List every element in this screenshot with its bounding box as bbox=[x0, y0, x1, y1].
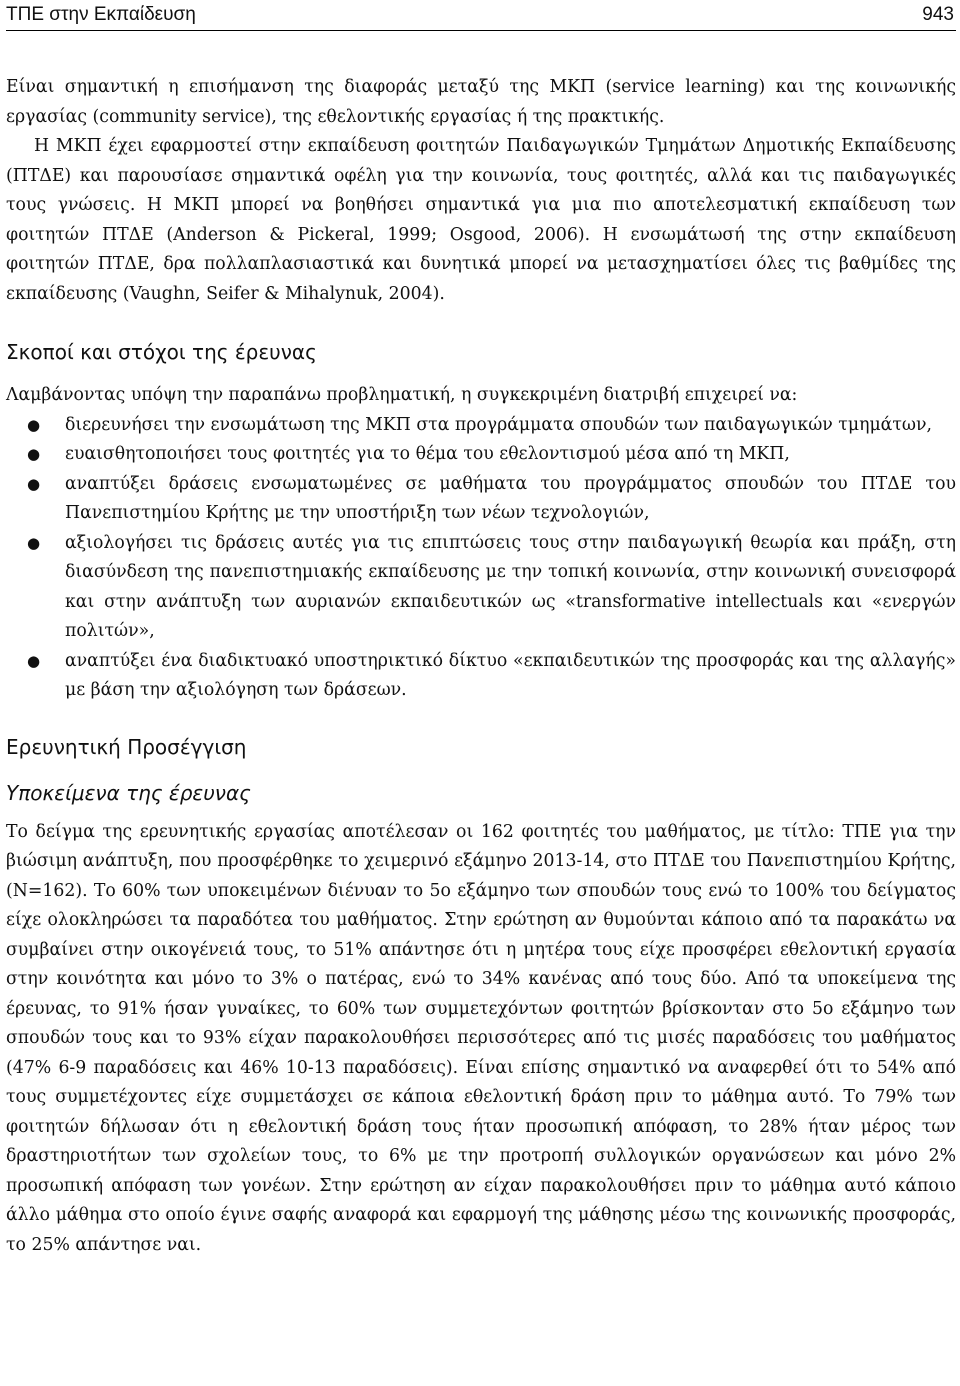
bullet-icon: ● bbox=[27, 445, 41, 463]
list-item-text: ευαισθητοποιήσει τους φοιτητές για το θέμα του εθελοντισμού μέσα από τη ΜΚΠ, bbox=[65, 444, 790, 464]
list-item-text: αναπτύξει ένα διαδικτυακό υποστηρικτικό δίκτυο «εκπαιδευτικών της προσφοράς και της αλλαγής» με βάση την αξιολόγηση των δράσεων. bbox=[65, 650, 956, 700]
list-item-text: αξιολογήσει τις δράσεις αυτές για τις επιπτώσεις τους στην παιδαγωγική θεωρία και πράξη, στη διασύνδεση της πανεπιστημιακής εκπαίδευσης με την τοπική κοινωνία, στην κοινωνική συνεισφορά και στην ανάπτυξη των αυριανών εκπαιδευτικών ως «transformative intellectuals και «ενεργών πολιτών», bbox=[65, 532, 956, 641]
journal-title: ΤΠΕ στην Εκπαίδευση bbox=[6, 4, 196, 25]
bullet-icon: ● bbox=[27, 415, 41, 434]
subjects-paragraph: Το δείγμα της ερευνητικής εργασίας αποτέλεσαν οι 162 φοιτητές του μαθήματος, με τίτλο: ΤΠΕ για την βιώσιμη ανάπτυξη, που προσφέρθηκε το χειμερινό εξάμηνο 2013-14, στο ΠΤΔΕ του Πανεπιστημίου Κρήτης, (Ν=162). Το 60% των υποκειμένων διένυαν το 5ο εξάμηνο των σπουδών τους ενώ το 100% του δείγματος είχε ολοκληρώσει τα παραδότεα του μαθήματος. Στην ερώτηση αν θυμούνται κάποιο από τα παρακάτω να συμβαίνει στην οικογένειά τους, το 51% απάντησε ότι η μητέρα τους είχε προσφέρει εθελοντική εργασία στην κοινότητα και μόνο το 3% ο πατέρας, ενώ το 34% κανένας από τους δύο. Από τα υποκείμενα της έρευνας, το 91% ήσαν γυναίκες, το 60% των συμμετεχόντων φοιτητών βρίσκονταν στο 5ο εξάμηνο των σπουδών τους και το 93% είχαν παρακολουθήσει περισσότερες από τις μισές παραδόσεις του μαθήματος (47% 6-9 παραδόσεις και 46% 10-13 παραδόσεις). Είναι επίσης σημαντικό να αναφερθεί ότι το 54% από τους συμμετέχοντες είχε συμμετάσχει σε κάποια εθελοντική δράση πριν το μάθημα αυτό. Το 79% των φοιτητών δήλωσαν ότι η εθελοντική δράση τους ήταν προσωπική απόφαση, το 28% ήταν μέρος των δραστηριοτήτων των σχολείων τους, το 6% με την προτροπή συλλογικών οργανώσεων και μόνο 2% προσωπική απόφαση των γονέων. Στην ερώτηση αν είχαν παρακολουθήσει πριν το μάθημα αυτό κάποιο άλλο μάθημα στο οποίο έγινε σαφής αναφορά και εφαρμογή της μάθησης μέσω της κοινωνικής προσφοράς, το 25% απάντησε ναι. bbox=[6, 821, 956, 1255]
list-item bbox=[6, 647, 956, 706]
body-text bbox=[6, 73, 956, 1260]
list-item-text: διερευνήσει την ενσωμάτωση της ΜΚΠ στα προγράμματα σπουδών των παιδαγωγικών τμημάτων, bbox=[65, 414, 932, 435]
list-item bbox=[6, 411, 956, 441]
intro-paragraph-1: Είναι σημαντική η επισήμανση της διαφοράς μεταξύ της ΜΚΠ (service learning) και της κοινωνικής εργασίας (community service), της εθελοντικής εργασίας ή της πρακτικής. bbox=[6, 77, 956, 127]
bullet-icon: ● bbox=[27, 533, 41, 552]
running-header bbox=[6, 0, 956, 31]
intro-paragraph-2: Η ΜΚΠ έχει εφαρμοστεί στην εκπαίδευση φοιτητών Παιδαγωγικών Τμημάτων Δημοτικής Εκπαίδευσης (ΠΤΔΕ) και παρουσίασε σημαντικά οφέλη για την κοινωνία, τους φοιτητές, αλλά και τις παιδαγωγικές τους γνώσεις. Η ΜΚΠ μπορεί να βοηθήσει σημαντικά για μια πιο αποτελεσματική εκπαίδευση των φοιτητών ΠΤΔΕ (Anderson & Pickeral, 1999; Osgood, 2006). Η ενσωμάτωσή της στην εκπαίδευση φοιτητών ΠΤΔΕ, δρα πολλαπλασιαστικά και δυνητικά μπορεί να μετασχηματίσει όλες τις βαθμίδες της εκπαίδευσης (Vaughn, Seifer & Mihalynuk, 2004). bbox=[6, 136, 956, 304]
page-number: 943 bbox=[922, 4, 954, 25]
aims-list bbox=[6, 411, 956, 706]
subsection-heading-subjects: Υποκείμενα της έρευνας bbox=[6, 780, 251, 805]
list-item bbox=[6, 440, 956, 470]
section-heading-approach: Ερευνητική Προσέγγιση bbox=[6, 734, 247, 759]
list-item bbox=[6, 529, 956, 647]
bullet-icon: ● bbox=[27, 651, 41, 670]
bullet-icon: ● bbox=[27, 474, 41, 493]
aims-lead: Λαμβάνοντας υπόψη την παραπάνω προβληματική, η συγκεκριμένη διατριβή επιχειρεί να: bbox=[6, 385, 798, 405]
list-item-text: αναπτύξει δράσεις ενσωματωμένες σε μαθήματα του προγράμματος σπουδών του ΠΤΔΕ του Πανεπιστημίου Κρήτης με την υποστήριξη των νέων τεχνολογιών, bbox=[65, 473, 956, 523]
list-item bbox=[6, 470, 956, 529]
section-heading-aims: Σκοποί και στόχοι της έρευνας bbox=[6, 340, 317, 364]
